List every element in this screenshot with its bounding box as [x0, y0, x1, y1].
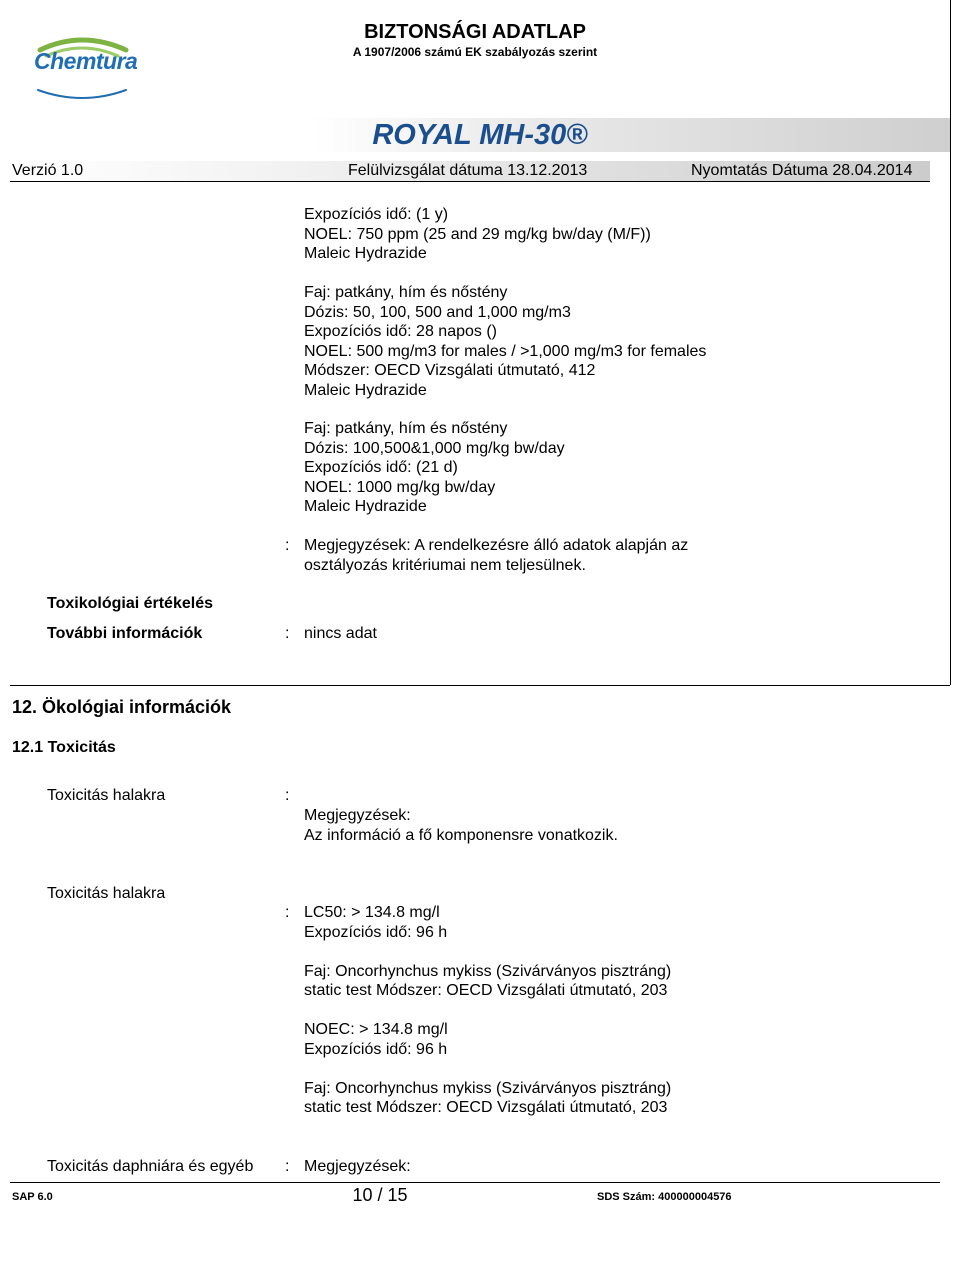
text-line: Maleic Hydrazide	[304, 498, 427, 515]
text-line: static test Módszer: OECD Vizsgálati útmutató, 203	[304, 1099, 668, 1116]
text-line: Expozíciós idő: 96 h	[304, 1040, 448, 1058]
text-line: Faj: patkány, hím és nőstény	[304, 284, 508, 301]
further-info-label: További információk	[47, 625, 203, 642]
fish-toxicity-label: Toxicitás halakra	[47, 787, 166, 804]
revision-date: Felülvizsgálat dátuma 13.12.2013	[348, 162, 588, 179]
colon-separator: :	[285, 904, 290, 921]
text-line: Maleic Hydrazide	[304, 381, 427, 399]
subsection-heading: 12.1 Toxicitás	[12, 739, 116, 756]
remarks-line: osztályozás kritériumai nem teljesülnek.	[304, 556, 586, 574]
text-line: Faj: Oncorhynchus mykiss (Szivárványos pisztráng)	[304, 962, 672, 980]
text-line: Az információ a fő komponensre vonatkozik.	[304, 826, 618, 844]
text-line: Faj: Oncorhynchus mykiss (Szivárványos pisztráng)	[304, 1079, 672, 1097]
text-line: Expozíciós idő: 96 h	[304, 923, 448, 941]
text-line: Maleic Hydrazide	[304, 245, 427, 262]
version-label: Verzió 1.0	[12, 162, 84, 179]
document-title: BIZTONSÁGI ADATLAP	[364, 21, 586, 43]
print-date: Nyomtatás Dátuma 28.04.2014	[691, 162, 913, 179]
text-line: Faj: patkány, hím és nőstény	[304, 420, 508, 437]
further-info-value: nincs adat	[304, 625, 377, 642]
daphnia-value: Megjegyzések:	[304, 1158, 411, 1175]
fish-toxicity-label: Toxicitás halakra	[47, 885, 166, 902]
text-line: NOEL: 1000 mg/kg bw/day	[304, 478, 496, 496]
colon-separator: :	[285, 787, 290, 804]
header-divider	[10, 181, 930, 182]
text-line: NOEC: > 134.8 mg/l	[304, 1021, 448, 1038]
text-line: NOEL: 500 mg/m3 for males / >1,000 mg/m3 for females	[304, 342, 707, 360]
text-line: Dózis: 50, 100, 500 and 1,000 mg/m3	[304, 303, 571, 321]
text-line: Dózis: 100,500&1,000 mg/kg bw/day	[304, 439, 565, 457]
daphnia-toxicity-label: Toxicitás daphniára és egyéb	[47, 1158, 254, 1175]
colon-separator: :	[285, 625, 290, 642]
remarks-line: Megjegyzések: A rendelkezésre álló adatok alapján az	[304, 537, 689, 554]
frame-border	[950, 0, 951, 685]
text-line: Módszer: OECD Vizsgálati útmutató, 412	[304, 362, 596, 379]
colon-separator: :	[285, 537, 290, 554]
section-heading: 12. Ökológiai információk	[12, 697, 232, 717]
logo-wordmark: Chemtura	[34, 48, 138, 74]
sds-number: SDS Szám: 400000004576	[597, 1191, 732, 1203]
page-number: 10 / 15	[352, 1185, 408, 1205]
product-name: ROYAL MH-30®	[372, 119, 588, 151]
section-divider	[10, 685, 950, 686]
tox-eval-label: Toxikológiai értékelés	[47, 595, 213, 612]
footer-sap: SAP 6.0	[12, 1191, 53, 1203]
text-line: Megjegyzések:	[304, 807, 411, 824]
text-line: NOEL: 750 ppm (25 and 29 mg/kg bw/day (M/F))	[304, 225, 651, 243]
text-line: static test Módszer: OECD Vizsgálati útmutató, 203	[304, 982, 668, 999]
colon-separator: :	[285, 1158, 290, 1175]
document-subtitle: A 1907/2006 számú EK szabályozás szerint	[352, 45, 598, 59]
text-line: LC50: > 134.8 mg/l	[304, 904, 440, 921]
text-line: Expozíciós idő: 28 napos ()	[304, 323, 497, 340]
text-line: Expozíciós idő: (21 d)	[304, 459, 458, 476]
footer-divider	[10, 1182, 940, 1183]
text-line: Expozíciós idő: (1 y)	[304, 206, 449, 223]
